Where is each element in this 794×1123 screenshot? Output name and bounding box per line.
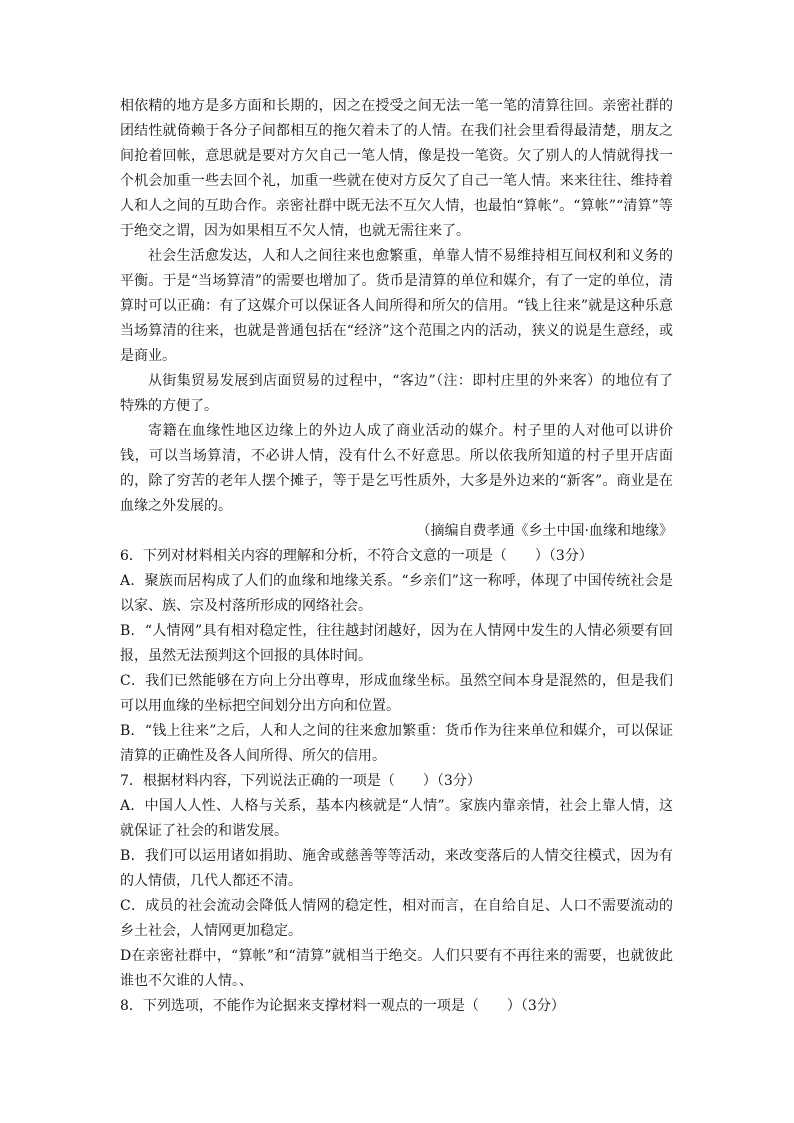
passage-paragraph-3: 从街集贸易发展到店面贸易的过程中，“客边”（注：即村庄里的外来客）的地位有了特殊的方便了。 [120,373,673,414]
passage-source: （摘编自费孝通《乡土中国·血缘和地缘》 [416,523,673,539]
question-6-option-d: B．“钱上往来”之后，人和人之间的往来愈加繁重：货币作为往来单位和媒介，可以保证清算的正确性及各人间所得、所欠的信用。 [120,723,673,764]
question-8 [120,994,673,1019]
question-7-option-b: B．我们可以运用诸如捐助、施舍或慈善等等活动，来改变落后的人情交往模式，因为有的人情债，几代人都还不清。 [120,848,673,889]
question-6-stem: 6．下列对材料相关内容的理解和分析，不符合文意的一项是（ ）（3分） [120,548,593,564]
passage-paragraph-2: 社会生活愈发达，人和人之间往来也愈繁重，单靠人情不易维持相互间权利和义务的平衡。于是“当场算清”的需要也增加了。货币是清算的单位和媒介，有了一定的单位，清算时可以正确：有了这媒介可以保证各人间所得和所欠的信用。“钱上往来”就是这种乐意当场算清的往来，也就是普通包括在“经济”这个范围之内的活动，狭义的说是生意经，或是商业。 [120,248,673,364]
question-7-option-d: D在亲密社群中，“算帐”和“清算”就相当于绝交。人们只要有不再往来的需要，也就彼此谁也不欠谁的人情。、 [120,948,673,989]
question-6-option-a: A．聚族而居构成了人们的血缘和地缘关系。“乡亲们”这一称呼，体现了中国传统社会是以家、族、宗及村落所形成的网络社会。 [120,573,673,614]
question-6 [120,544,673,769]
question-6-option-b: B．“人情网”具有相对稳定性，往往越封闭越好，因为在人情网中发生的人情必须要有回报，虽然无法预判这个回报的具体时间。 [120,623,673,664]
passage-paragraph-1: 相依精的地方是多方面和长期的，因之在授受之间无法一笔一笔的清算往回。亲密社群的团结性就倚赖于各分子间都相互的拖欠着未了的人情。在我们社会里看得最清楚，朋友之间抢着回帐，意思就是要对方欠自己一笔人情，像是投一笔资。欠了别人的人情就得找一个机会加重一些去回个礼，加重一些就在使对方反欠了自己一笔人情。来来往往、维持着人和人之间的互助合作。亲密社群中既无法不互欠人情，也最怕“算帐”。“算帐”“清算”等于绝交之谓，因为如果相互不欠人情，也就无需往来了。 [120,98,673,239]
question-6-option-c: C．我们已然能够在方向上分出尊卑，形成血缘坐标。虽然空间本身是混然的，但是我们可以用血缘的坐标把空间划分出方向和位置。 [120,673,673,714]
question-7-stem: 7．根据材料内容，下列说法正确的一项是（ ）（3分） [120,773,481,789]
question-7-option-a: A．中国人人性、人格与关系，基本内核就是“人情”。家族内靠亲情，社会上靠人情，这就保证了社会的和谐发展。 [120,798,673,839]
document-body [120,94,673,1019]
question-7-option-c: C．成员的社会流动会降低人情网的稳定性，相对而言，在自给自足、人口不需要流动的乡土社会，人情网更加稳定。 [120,898,673,939]
passage-paragraph-4: 寄籍在血缘性地区边缘上的外边人成了商业活动的媒介。村子里的人对他可以讲价钱，可以当场算清，不必讲人情，没有什么不好意思。所以依我所知道的村子里开店面的，除了穷苦的老年人摆个摊子，等于是乞丐性质外，大多是外边来的“新客”。商业是在血缘之外发展的。 [120,423,673,514]
question-7 [120,769,673,994]
question-8-stem: 8．下列选项，不能作为论据来支撑材料一观点的一项是（ ）（3分） [120,998,565,1014]
